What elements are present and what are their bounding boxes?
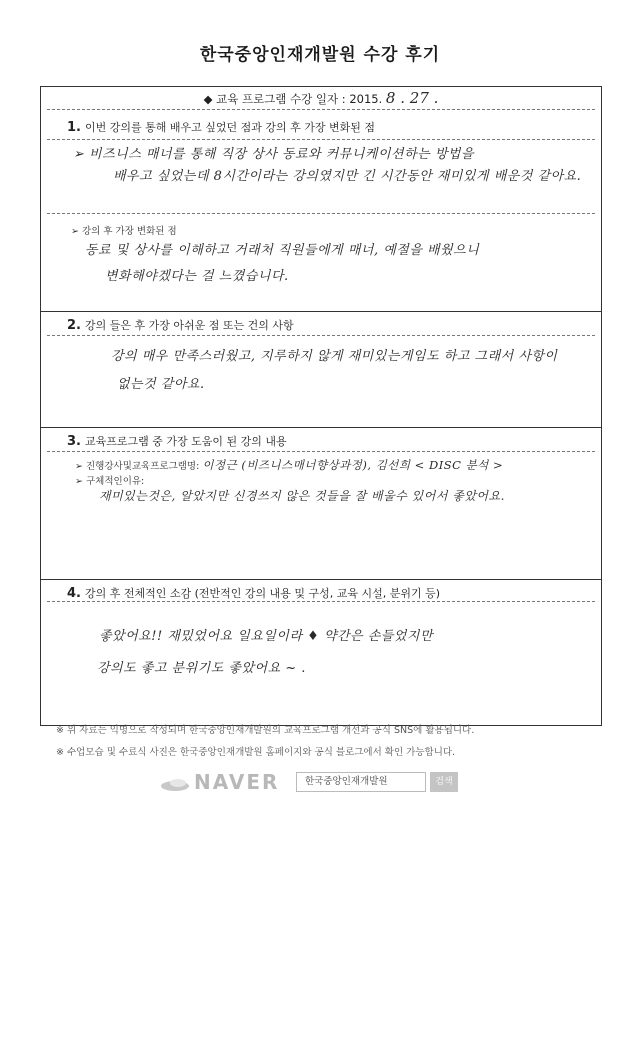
section-border	[41, 427, 601, 428]
section1-subheading: ➢ 강의 후 가장 변화된 점	[71, 226, 177, 237]
review-form	[40, 86, 602, 726]
section4-answer-line: 좋았어요!! 재밌었어요 일요일이라 ♦ 약간은 손들었지만	[99, 629, 434, 644]
naver-search-banner	[160, 770, 480, 796]
naver-logo: NAVER	[194, 770, 280, 794]
section4-answer-line: 강의도 좋고 분위기도 좋았어요 ~ .	[97, 661, 306, 676]
section1-heading: 1. 이번 강의를 통해 배우고 싶었던 점과 강의 후 가장 변화된 점	[67, 120, 375, 135]
course-date-label: ◆ 교육 프로그램 수강 일자 : 2015.	[203, 92, 383, 106]
naver-search-button[interactable]: 검색	[430, 772, 458, 792]
divider	[47, 139, 595, 140]
divider	[47, 109, 595, 110]
section1-answer-line: 변화해야겠다는 걸 느꼈습니다.	[105, 269, 289, 284]
footnote: ※ 위 자료는 익명으로 작성되며 한국중앙인재개발원의 교육프로그램 개선과 공식 SNS에 활용됩니다.	[56, 725, 475, 736]
section2-answer-line: 강의 매우 만족스러웠고, 지루하지 않게 재미있는게임도 하고 그래서 사항이	[111, 349, 558, 364]
course-date-value: 8 . 27 .	[385, 89, 439, 107]
footnote: ※ 수업모습 및 수료식 사진은 한국중앙인재개발원 홈페이지와 공식 블로그에서 확인 가능합니다.	[56, 747, 456, 758]
section3-heading: 3. 교육프로그램 중 가장 도움이 된 강의 내용	[67, 434, 287, 449]
section2-heading: 2. 강의 들은 후 가장 아쉬운 점 또는 건의 사항	[67, 318, 294, 333]
divider	[47, 335, 595, 336]
section-border	[41, 579, 601, 580]
divider	[47, 601, 595, 602]
section3-answer-line: 재미있는것은, 알았지만 신경쓰지 않은 것들을 잘 배울수 있어서 좋았어요.	[99, 489, 505, 503]
naver-search-input[interactable]: 한국중앙인재개발원	[296, 772, 426, 792]
divider	[47, 451, 595, 452]
section1-answer-line: 동료 및 상사를 이해하고 거래처 직원들에게 매너, 예절을 배웠으니	[85, 243, 480, 258]
section4-heading: 4. 강의 후 전체적인 소감 (전반적인 강의 내용 및 구성, 교육 시설, 분위기 등)	[67, 586, 441, 601]
section3-instructor-line: ➢ 진행강사및교육프로그램명: 이정근 (비즈니스매너향상과정), 김선희 < DISC 분석 >	[75, 458, 504, 472]
section-border	[41, 311, 601, 312]
divider	[47, 213, 595, 214]
section3-reason-label: ➢ 구체적인이유:	[75, 476, 145, 487]
page-title: 한국중앙인재개발원 수강 후기	[199, 45, 441, 65]
instructor-program-value: 이정근 (비즈니스매너향상과정), 김선희 < DISC 분석 >	[202, 458, 504, 472]
naver-swoosh-icon	[160, 776, 190, 792]
section1-answer-line: 배우고 싶었는데 8시간이라는 강의였지만 긴 시간동안 재미있게 배운것 같아요.	[113, 169, 582, 184]
course-date-row	[41, 87, 601, 109]
section2-answer-line: 없는것 같아요.	[117, 377, 205, 392]
section1-answer-line: ➢ 비즈니스 매너를 통해 직장 상사 동료와 커뮤니케이션하는 방법을	[73, 147, 475, 162]
